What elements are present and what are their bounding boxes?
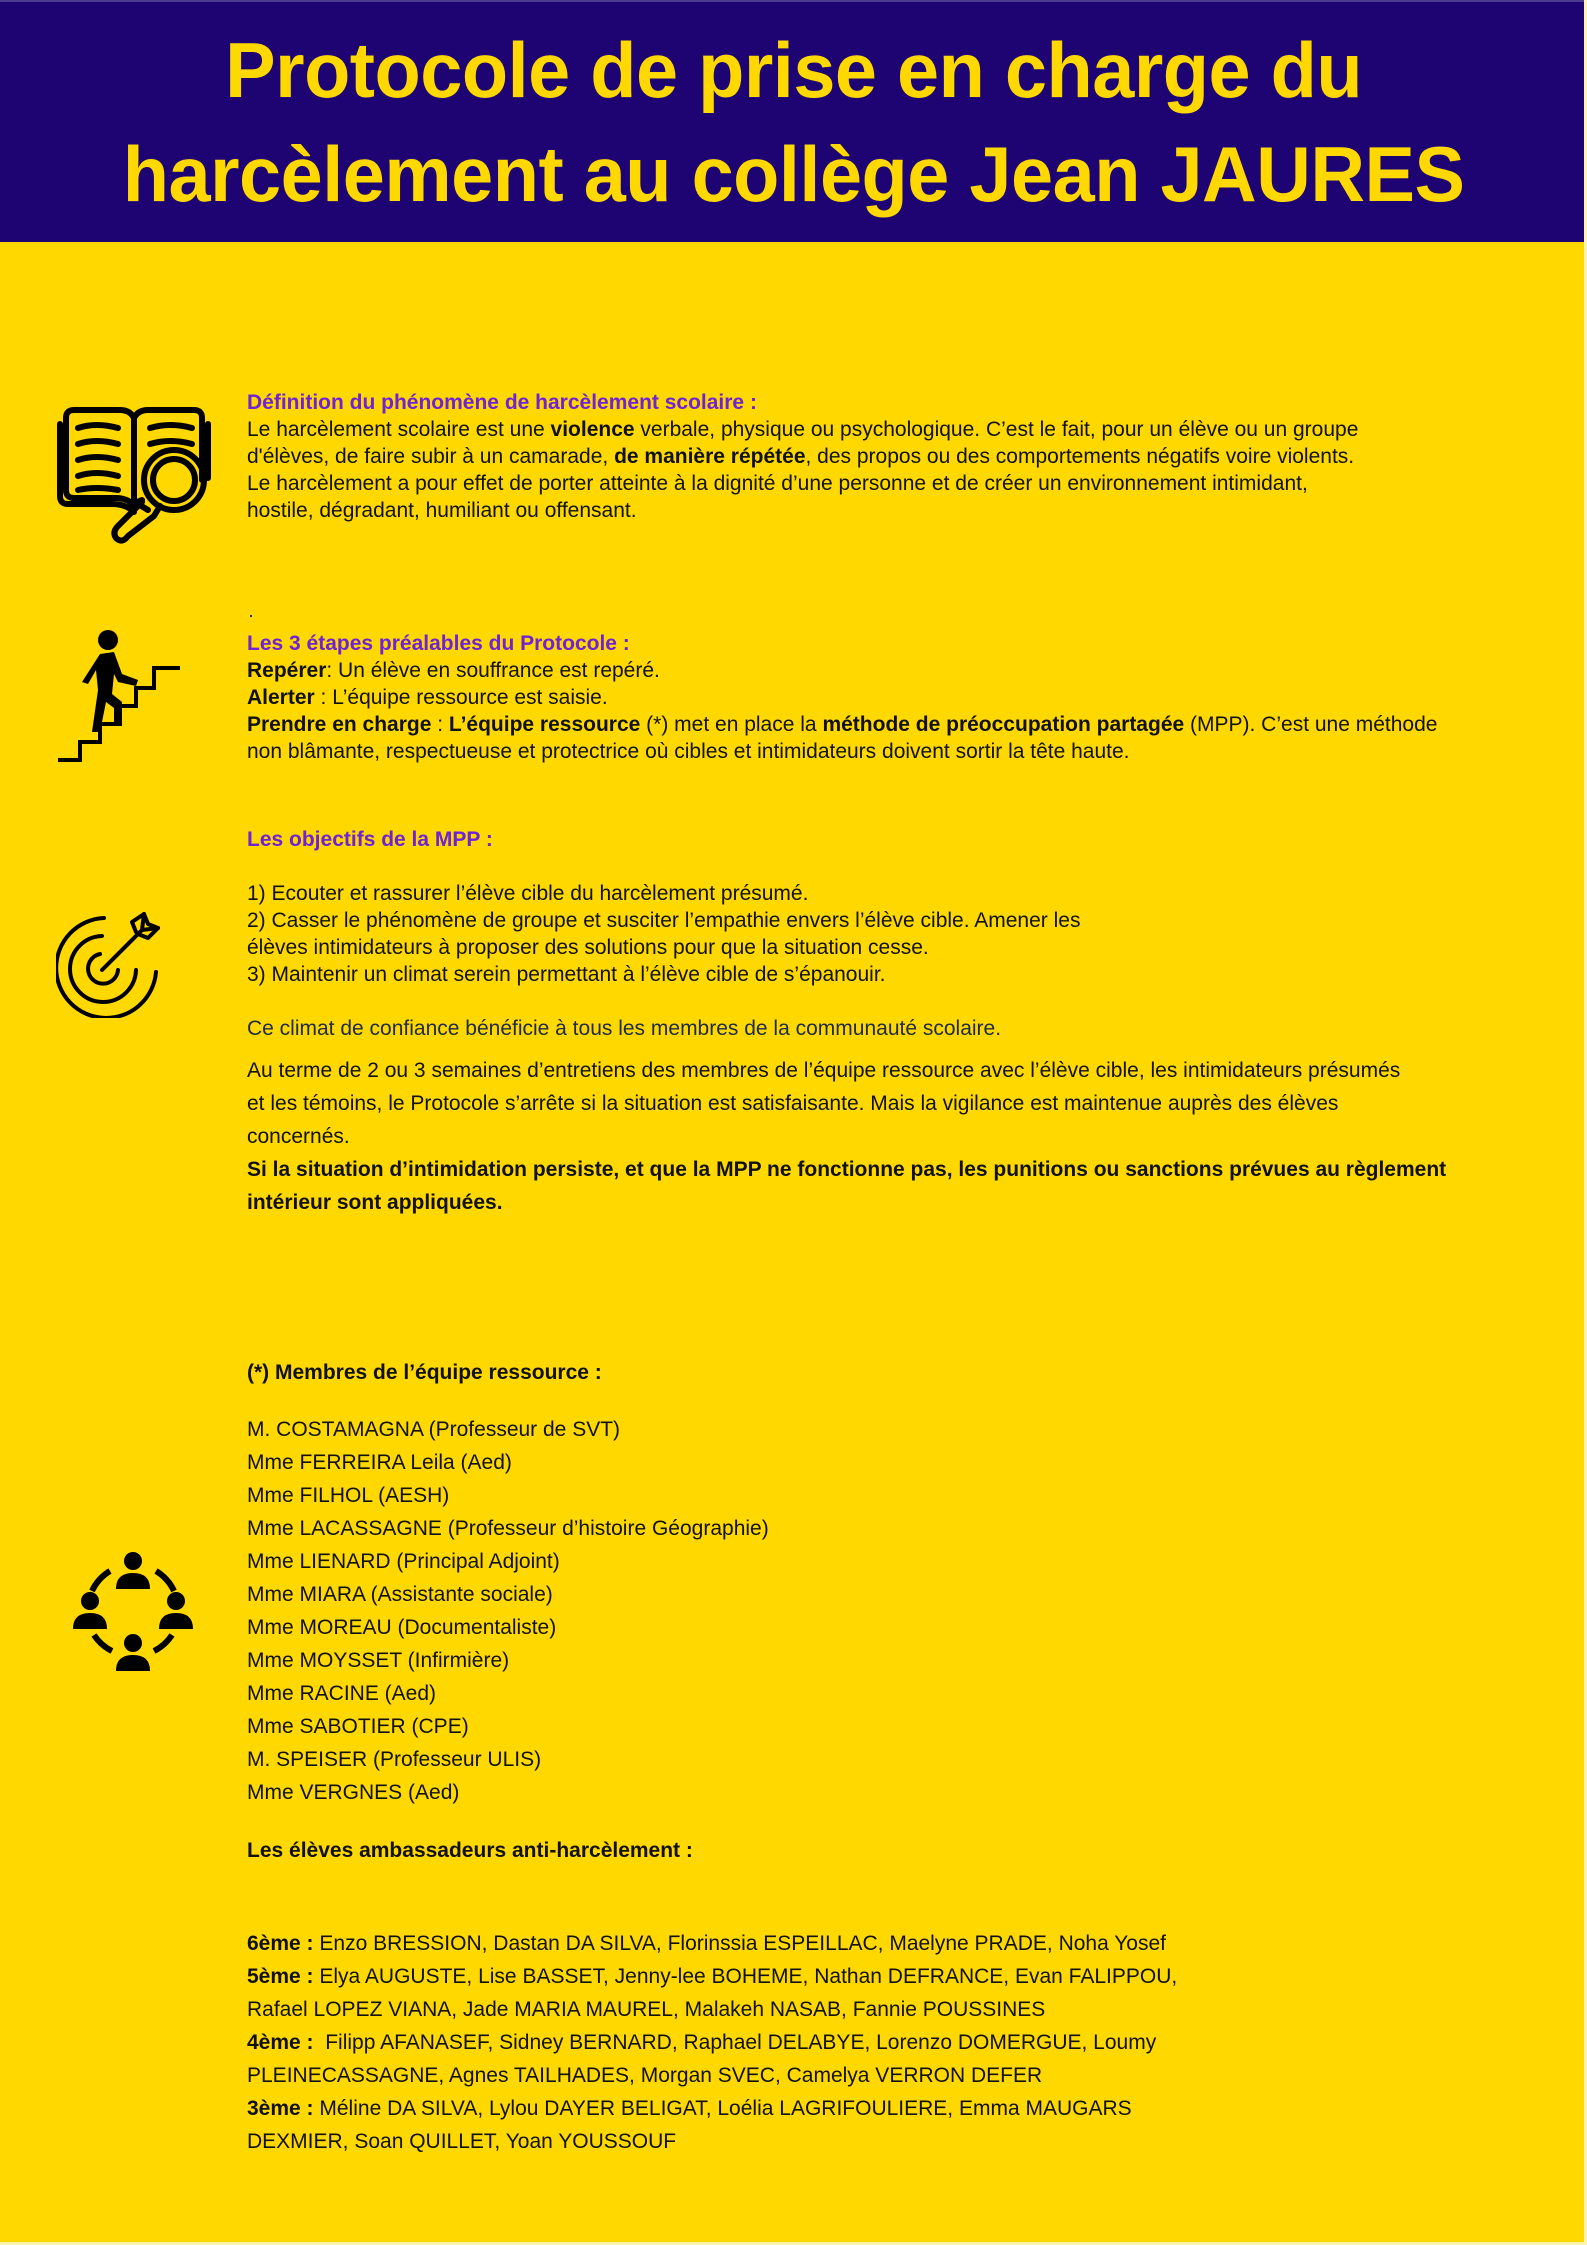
team-member: Mme MOREAU (Documentaliste) [247,1616,557,1639]
definition-line: Le harcèlement a pour effet de porter atteinte à la dignité d’une personne et de créer un environnement intimidant, [247,472,1308,495]
definition-section [247,389,1358,524]
objective-2: 2) Casser le phénomène de groupe et susciter l’empathie envers l’élève cible. Amener les [247,909,1081,932]
definition-line: Le harcèlement scolaire est une violence verbale, physique ou psychologique. C’est le fait, pour un élève ou un groupe [247,418,1359,441]
team-heading: (*) Membres de l’équipe ressource : [247,1361,602,1384]
objective-1: 1) Ecouter et rassurer l’élève cible du harcèlement présumé. [247,882,809,905]
term-paragraph: concernés. [247,1125,350,1148]
target-arrow-icon [56,912,174,1018]
step-prendre-en-charge-cont: non blâmante, respectueuse et protectrice où cibles et intimidateurs doivent sortir la tête haute. [247,740,1130,763]
steps-heading: Les 3 étapes préalables du Protocole : [247,632,630,655]
objectives-heading: Les objectifs de la MPP : [247,828,493,851]
stray-dot [250,615,252,617]
team-member: Mme RACINE (Aed) [247,1682,437,1705]
title-line-1: Protocole de prise en charge du [225,26,1362,114]
team-member: Mme FILHOL (AESH) [247,1484,450,1507]
grade-3-ambassadors-cont: DEXMIER, Soan QUILLET, Yoan YOUSSOUF [247,2130,677,2153]
team-member: Mme LIENARD (Principal Adjoint) [247,1550,560,1573]
team-section [247,1356,769,1809]
grade-5-ambassadors: 5ème : Elya AUGUSTE, Lise BASSET, Jenny-lee BOHEME, Nathan DEFRANCE, Evan FALIPPOU, [247,1965,1178,1988]
ambassadors-section [247,1834,1177,2158]
climate-statement: Ce climat de confiance bénéficie à tous les membres de la communauté scolaire. [247,1017,1002,1040]
grade-4-ambassadors-cont: PLEINECASSAGNE, Agnes TAILHADES, Morgan SVEC, Camelya VERRON DEFER [247,2064,1043,2087]
objective-3: 3) Maintenir un climat serein permettant à l’élève cible de s’épanouir. [247,963,886,986]
objectives-section [247,826,1446,1219]
book-magnifier-icon [56,398,212,546]
team-member: Mme FERREIRA Leila (Aed) [247,1451,512,1474]
grade-4-ambassadors: 4ème : Filipp AFANASEF, Sidney BERNARD, Raphael DELABYE, Lorenzo DOMERGUE, Loumy [247,2031,1157,2054]
team-member: Mme LACASSAGNE (Professeur d’histoire Géographie) [247,1517,769,1540]
team-member: Mme MOYSSET (Infirmière) [247,1649,510,1672]
warning-paragraph: intérieur sont appliquées. [247,1191,503,1214]
grade-5-ambassadors-cont: Rafael LOPEZ VIANA, Jade MARIA MAUREL, Malakeh NASAB, Fannie POUSSINES [247,1998,1046,2021]
team-member-list [247,1413,769,1809]
objective-2-cont: élèves intimidateurs à proposer des solutions pour que la situation cesse. [247,936,929,959]
definition-heading: Définition du phénomène de harcèlement scolaire : [247,391,757,414]
stairs-climber-icon [56,628,184,764]
team-member: Mme SABOTIER (CPE) [247,1715,469,1738]
definition-line: d'élèves, de faire subir à un camarade, de manière répétée, des propos ou des comportements négatifs voire violents. [247,445,1355,468]
grade-3-ambassadors: 3ème : Méline DA SILVA, Lylou DAYER BELIGAT, Loélia LAGRIFOULIERE, Emma MAUGARS [247,2097,1132,2120]
step-alerter: Alerter : L’équipe ressource est saisie. [247,686,608,709]
grade-6-ambassadors: 6ème : Enzo BRESSION, Dastan DA SILVA, Florinssia ESPEILLAC, Maelyne PRADE, Noha Yosef [247,1932,1166,1955]
title-line-2: harcèlement au collège Jean JAURES [122,130,1465,218]
page-title [123,18,1465,226]
team-member: M. SPEISER (Professeur ULIS) [247,1748,542,1771]
team-circle-icon [72,1549,194,1673]
definition-line: hostile, dégradant, humiliant ou offensant. [247,499,637,522]
term-paragraph: et les témoins, le Protocole s’arrête si la situation est satisfaisante. Mais la vigilance est maintenue auprès des élèves [247,1092,1339,1115]
team-member: Mme VERGNES (Aed) [247,1781,460,1804]
step-prendre-en-charge: Prendre en charge : L’équipe ressource (*) met en place la méthode de préoccupation partagée (MPP). C’est une méthode [247,713,1438,736]
team-member: M. COSTAMAGNA (Professeur de SVT) [247,1418,621,1441]
ambassadors-heading: Les élèves ambassadeurs anti-harcèlement : [247,1839,693,1862]
team-member: Mme MIARA (Assistante sociale) [247,1583,553,1606]
warning-paragraph: Si la situation d’intimidation persiste, et que la MPP ne fonctionne pas, les punitions ou sanctions prévues au règlement [247,1158,1447,1181]
title-banner [0,0,1587,242]
steps-section [247,630,1437,765]
term-paragraph: Au terme de 2 ou 3 semaines d’entretiens des membres de l’équipe ressource avec l’élève cible, les intimidateurs présumés [247,1059,1401,1082]
step-reperer: Repérer: Un élève en souffrance est repéré. [247,659,660,682]
